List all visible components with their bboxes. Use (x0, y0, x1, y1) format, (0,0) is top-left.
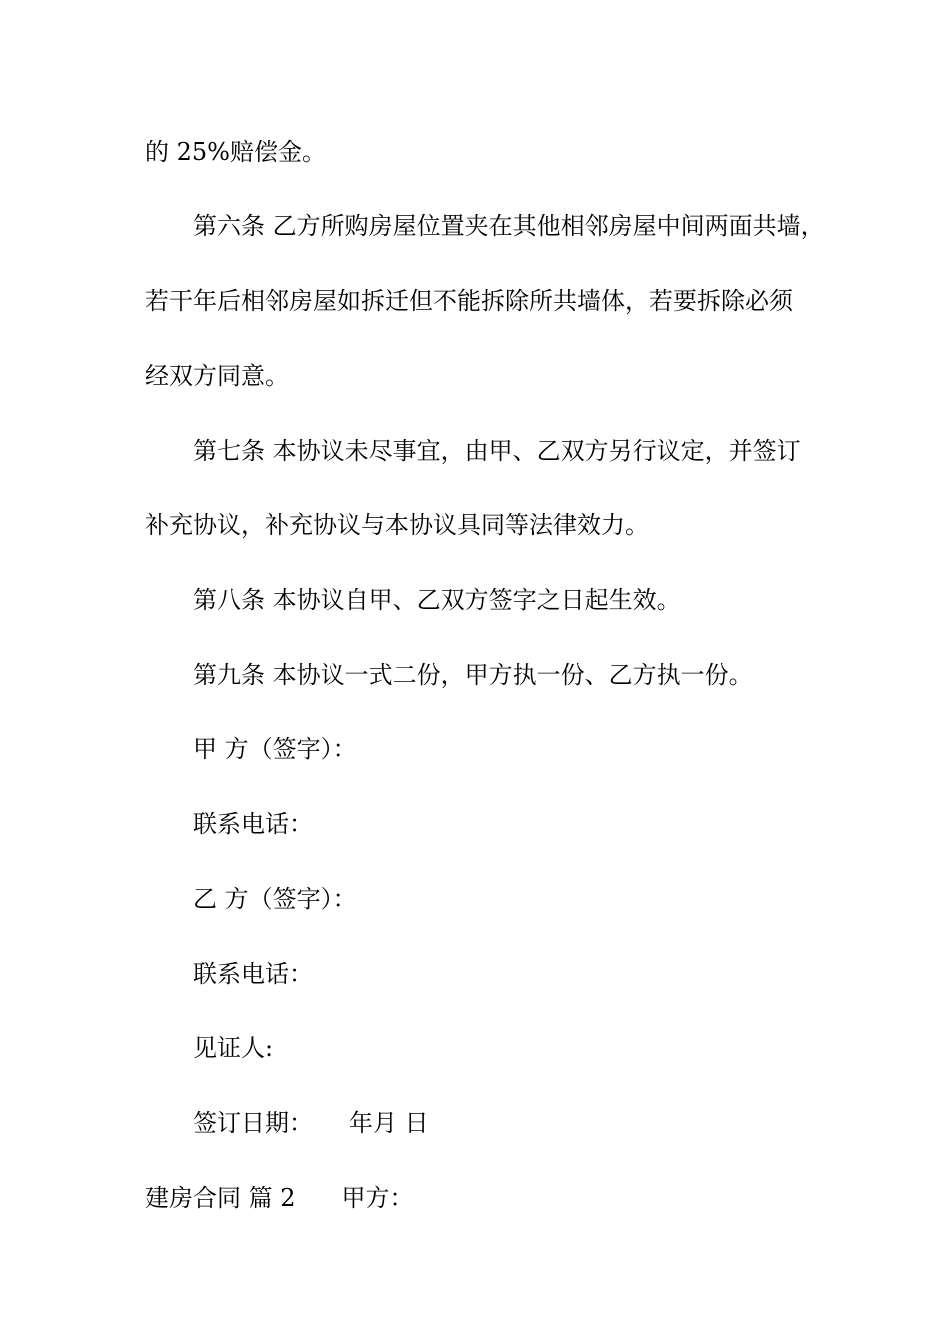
party-a-phone: 联系电话： (193, 810, 313, 838)
signing-date (193, 1107, 429, 1139)
paragraph-line: 若干年后相邻房屋如拆迁但不能拆除所共墙体，若要拆除必须 (145, 287, 793, 315)
party-b-signature: 乙 方（签字）： (193, 885, 357, 913)
section-title: 建房合同 篇 2 (145, 1184, 296, 1212)
signing-date-label: 签订日期： (193, 1109, 313, 1137)
article-eight: 第八条 本协议自甲、乙双方签字之日起生效。 (193, 586, 681, 614)
signing-date-value: 年月 日 (349, 1109, 429, 1137)
party-a-signature: 甲 方（签字）： (193, 735, 357, 763)
paragraph-line: 补充协议，补充协议与本协议具同等法律效力。 (145, 511, 649, 539)
article-seven: 第七条 本协议未尽事宜，由甲、乙双方另行议定，并签订 (193, 437, 801, 465)
article-six: 第六条 乙方所购房屋位置夹在其他相邻房屋中间两面共墙， (193, 212, 825, 240)
paragraph-line: 经双方同意。 (145, 362, 289, 390)
next-section-header (145, 1182, 414, 1214)
article-nine: 第九条 本协议一式二份，甲方执一份、乙方执一份。 (193, 661, 753, 689)
party-b-phone: 联系电话： (193, 960, 313, 988)
party-a-label: 甲方： (341, 1184, 414, 1212)
witness-label: 见证人: (193, 1034, 274, 1062)
paragraph-line: 的 25%赔偿金。 (145, 138, 326, 166)
